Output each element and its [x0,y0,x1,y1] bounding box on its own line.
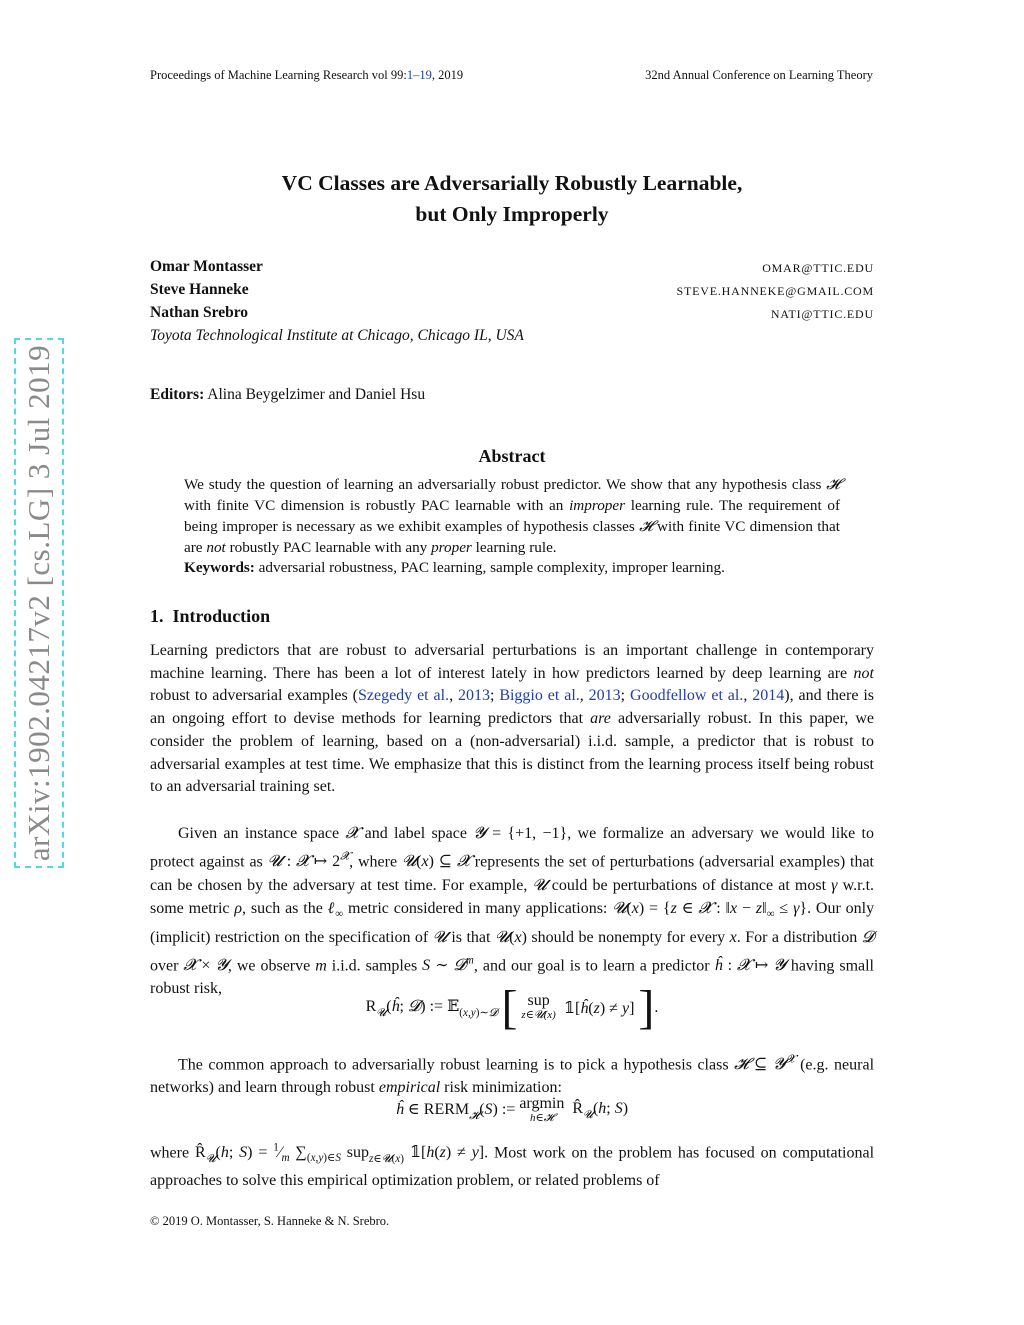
abstract-seg: with finite VC dimension that are [184,518,840,556]
author-email: STEVE.HANNEKE@GMAIL.COM [676,284,874,298]
math: 𝓤 [432,927,447,947]
citation-year-link[interactable]: 2013 [457,687,490,705]
keywords-label: Keywords: [184,559,255,576]
author-row-2 [150,281,874,303]
text-seg: , such as the [242,900,328,918]
math: 𝓧 [345,823,359,842]
text-seg: . Our only (implicit) restriction on the specification of [150,900,875,947]
text-seg: should be nonempty for every [526,929,730,947]
text-seg: Given an instance space [178,825,346,842]
citation-link[interactable]: Goodfellow et al. [630,687,744,705]
abstract-heading: Abstract [478,446,546,466]
author-email: OMAR@TTIC.EDU [762,261,874,275]
equation-robust-risk: $R_𝓤(ĥ$; 𝓓) := 𝔼$_{(x,y)\sim 𝓓}$ [ sup z∈𝓤(x) 𝟙[ĥ(z) ≠ y] ]. [365,981,659,1034]
math: 𝓧 × 𝓨 [183,955,228,975]
author-name: Nathan Srebro [150,304,249,321]
math: 𝓨 = {+1, −1} [473,823,568,842]
math: ĥ : 𝓧 ↦ 𝓨 [714,955,786,975]
author-name: Steve Hanneke [150,281,249,298]
abstract-emph: improper [569,496,626,514]
math: ℓ$_\infty$ [327,900,344,921]
author-name: Omar Montasser [150,258,263,275]
math: 𝓤(x) = {z ∈ 𝓧 : ‖x − $z‖_\infty \le \gamma$} [612,898,808,921]
math: 𝓤(x) [494,927,527,947]
copyright-footer: © 2019 O. Montasser, S. Hanneke & N. Srebro. [150,1214,390,1228]
author-email: NATI@TTIC.EDU [770,307,874,321]
text-seg: robust to adversarial examples ( [150,687,358,705]
section-title: Introduction [172,606,271,626]
citation-link[interactable]: Biggio et al. [499,687,580,705]
proceedings-year: , 2019 [431,68,464,82]
text-seg: , and our goal is to learn a predictor [473,957,715,975]
math: S ∼ 𝓓$^m$ [422,955,474,975]
text-seg: Learning predictors that are robust to adversarial perturbations is an important challenge in contemporary machine learning. There has been a lot of interest lately in how predictors learned by deep learning are [150,642,874,682]
intro-paragraph-2 [150,822,874,1001]
editors-line [150,386,425,404]
text-seg: , we formalize an adversary we would like to protect against as [150,825,874,871]
page-range-link[interactable]: 1–19 [406,68,432,82]
emph: are [590,710,611,728]
math: 𝓗 ⊆ 𝓨$^𝓧$ [734,1053,795,1074]
author-row-3 [150,304,874,326]
title-line-2: but Only Improperly [415,202,609,226]
citation-year-link[interactable]: 2013 [588,687,621,705]
text-seg: The common approach to adversarially robust learning is to pick a hypothesis class [178,1056,735,1074]
abstract-seg: robustly PAC learnable with any [225,538,432,556]
math: 𝓓 [861,927,875,947]
abstract-seg: We study the question of learning an adversarially robust predictor. We show that any hypothesis class [184,476,827,493]
text-seg: , where [349,853,402,871]
text-seg: w.r.t. some metric [150,876,875,918]
equation-rerm: ĥ ∈ $RERM_𝓗(S)$ := argmin h∈𝓗 $R̂_𝓤(h$; S) [395,1095,629,1124]
text-seg: risk minimization: [440,1079,562,1097]
affiliation: Toyota Technological Institute at Chicago, Chicago IL, USA [150,327,524,344]
title-line-1: VC Classes are Adversarially Robustly Learnable, [281,171,743,195]
author-row-1 [150,258,874,280]
proceedings-label: Proceedings of Machine Learning Research vol 99: [150,68,407,82]
citation-year-link[interactable]: 2014 [752,687,785,705]
math-H: 𝓗 [639,517,653,535]
abstract-body [184,474,840,579]
math: 𝓤(x) ⊆ 𝓧 [401,851,470,871]
intro-paragraph-1: Learning predictors that are robust to adversarial perturbations is an important challenge in contemporary machine learning. There has been a lot of interest lately in how predictors learned by deep learning are not robust to adversarial examples (Szegedy et al., 2013; Biggio et al., 2013; Goodfellow et al., 2014), and there is an ongoing effort to devise methods for learning predictors that are adversarially robust. In this paper, we consider the problem of learning, based on a (non-adversarial) i.i.d. sample, a predictor that is robust to adversarial examples at test time. We emphasize that this is distinct from the learning process itself being robust to an adversarial training set. [150,642,875,796]
text-seg: where [150,1144,195,1162]
intro-paragraph-3 [150,1049,874,1100]
running-header-left [150,68,463,83]
section-heading [150,606,270,627]
math: $R̂_𝓤(h$; $S) = ^1⁄_m$ $\sum_{(x,y)\in S}$ sup$_{z\in 𝓤(x)}$ 𝟙[h(z) ≠ y] [194,1142,485,1165]
math: 𝓤 [532,874,547,894]
text-seg: . Most work on the problem has focused on computational approaches to solve this empirical optimization problem, or related problems of [150,1144,875,1190]
text-seg: represents the set of perturbations (adversarial examples) that can be chosen by the adversary at test time. For example, [150,853,875,894]
abstract-emph: proper [431,538,472,556]
abstract-emph: not [206,538,226,556]
text-seg: is that [446,929,495,947]
text-seg: (e.g. neural networks) and learn through robust [150,1056,875,1097]
math: 𝓤 : 𝓧 ↦ $2^𝓧$ [267,849,350,871]
text-seg: over [150,957,184,975]
abstract-seg: with finite VC dimension is robustly PAC learnable with an [184,496,570,514]
abstract-seg: learning rule. The requirement of being improper is necessary as we exhibit examples of hypothesis classes [184,496,841,535]
text-seg: could be perturbations of distance at most [546,876,832,894]
math-H: 𝓗 [826,475,840,493]
keywords-line [184,558,840,579]
running-header-right: 32nd Annual Conference on Learning Theory [645,68,873,82]
text-seg: ), and there is an ongoing effort to devise methods for learning predictors that [150,687,875,728]
editors-names: Alina Beygelzimer and Daniel Hsu [207,386,426,403]
abstract-seg: learning rule. [471,538,557,556]
text-seg: adversarially robust. In this paper, we consider the problem of learning, based on a (non-adversarial) i.i.d. sample, a predictor that is robust to adversarial examples at test time. We emphasize that this is distinct from the learning process itself being robust to an adversarial training set. [150,710,874,796]
math: γ [831,876,838,894]
emph: not [853,664,874,682]
math: m [315,957,327,975]
paper-title [150,168,874,230]
text-seg: . For a distribution [736,929,862,947]
emph: empirical [378,1079,441,1097]
text-seg: having small robust risk, [150,957,875,998]
citation-link[interactable]: Szegedy et al. [357,687,450,705]
text-seg: metric considered in many applications: [343,900,613,918]
section-number: 1. [150,606,164,626]
text-seg: , we observe [227,957,316,975]
arxiv-stamp: arXiv:1902.04217v2 [cs.LG] 3 Jul 2019 [14,338,64,868]
math: ρ [234,900,243,918]
abstract-text [184,474,840,558]
keywords-text: adversarial robustness, PAC learning, sample complexity, improper learning. [254,559,725,576]
intro-paragraph-4 [150,1137,874,1193]
text-seg: i.i.d. samples [326,957,423,975]
math: x [729,929,737,947]
editors-label: Editors: [150,386,205,403]
text-seg: and label space [358,825,474,842]
